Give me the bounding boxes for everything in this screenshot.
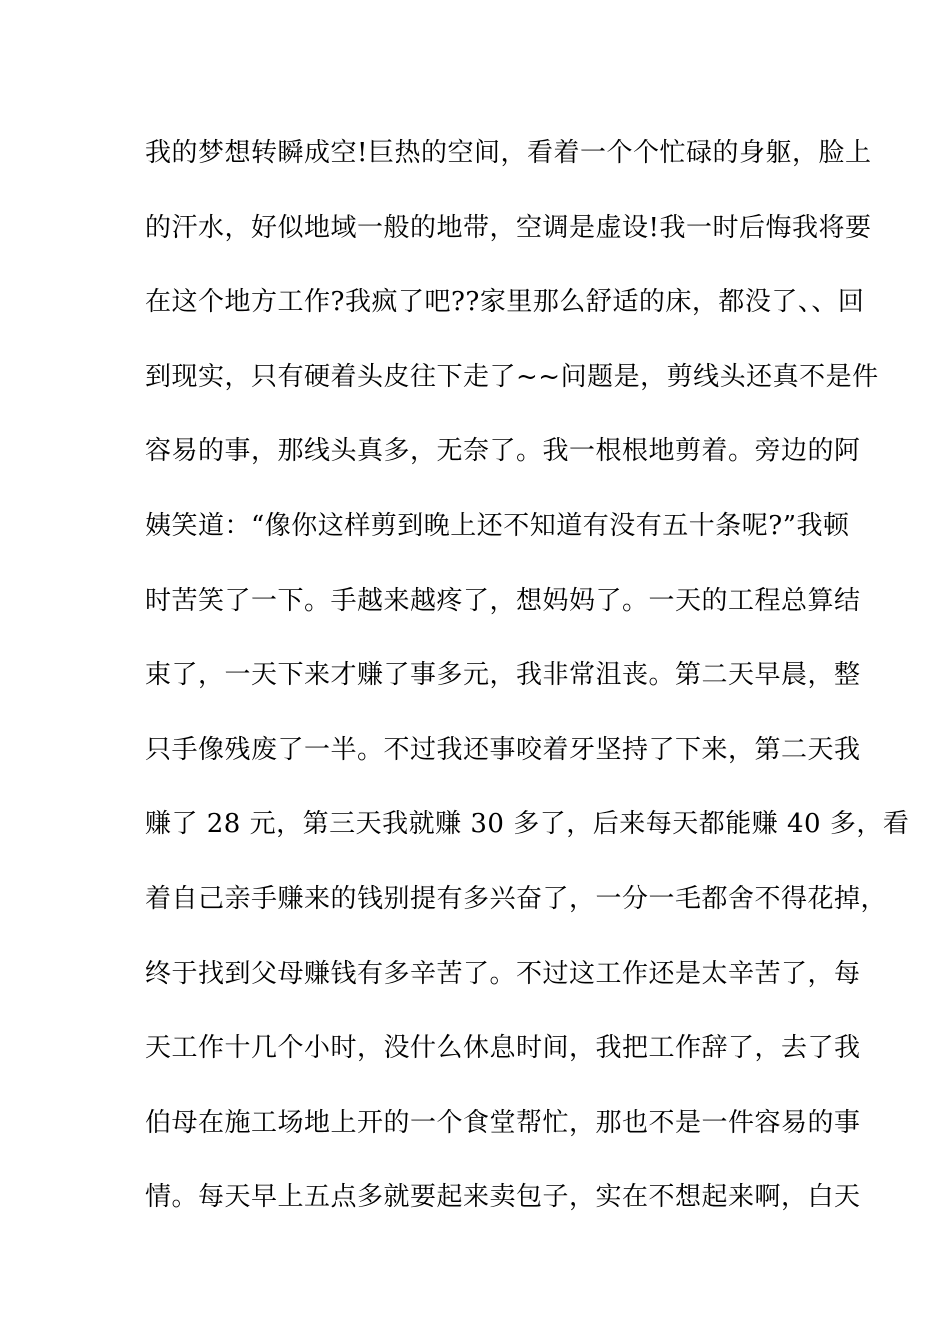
body-text — [145, 131, 910, 1250]
text-line: 姨笑道：“像你这样剪到晚上还不知道有没有五十条呢?”我顿 — [145, 510, 850, 541]
text-line: 着自己亲手赚来的钱别提有多兴奋了，一分一毛都舍不得花掉， — [145, 883, 888, 914]
text-line: 时苦笑了一下。手越来越疼了，想妈妈了。一天的工程总算结 — [145, 585, 861, 616]
text-line: 的汗水，好似地域一般的地带，空调是虚设!我一时后悔我将要 — [145, 212, 872, 243]
text-line: 在这个地方工作?我疯了吧??家里那么舒适的床，都没了、、回 — [145, 287, 865, 318]
text-line: 我的梦想转瞬成空!巨热的空间，看着一个个忙碌的身躯，脸上 — [145, 138, 872, 168]
text-line: 到现实，只有硬着头皮往下走了~~问题是，剪线头还真不是件 — [145, 361, 879, 392]
text-line: 只手像残废了一半。不过我还事咬着牙坚持了下来，第二天我 — [145, 734, 861, 765]
text-line: 束了，一天下来才赚了事多元，我非常沮丧。第二天早晨，整 — [145, 660, 861, 691]
text-line: 赚了 28 元，第三天我就赚 30 多了，后来每天都能赚 40 多，看 — [145, 809, 910, 840]
text-line: 伯母在施工场地上开的一个食堂帮忙，那也不是一件容易的事 — [145, 1107, 861, 1138]
text-line: 容易的事，那线头真多，无奈了。我一根根地剪着。旁边的阿 — [145, 436, 861, 467]
text-line: 情。每天早上五点多就要起来卖包子，实在不想起来啊，白天 — [145, 1182, 861, 1213]
text-line: 终于找到父母赚钱有多辛苦了。不过这工作还是太辛苦了，每 — [145, 958, 861, 989]
text-line: 天工作十几个小时，没什么休息时间，我把工作辞了，去了我 — [145, 1033, 861, 1064]
